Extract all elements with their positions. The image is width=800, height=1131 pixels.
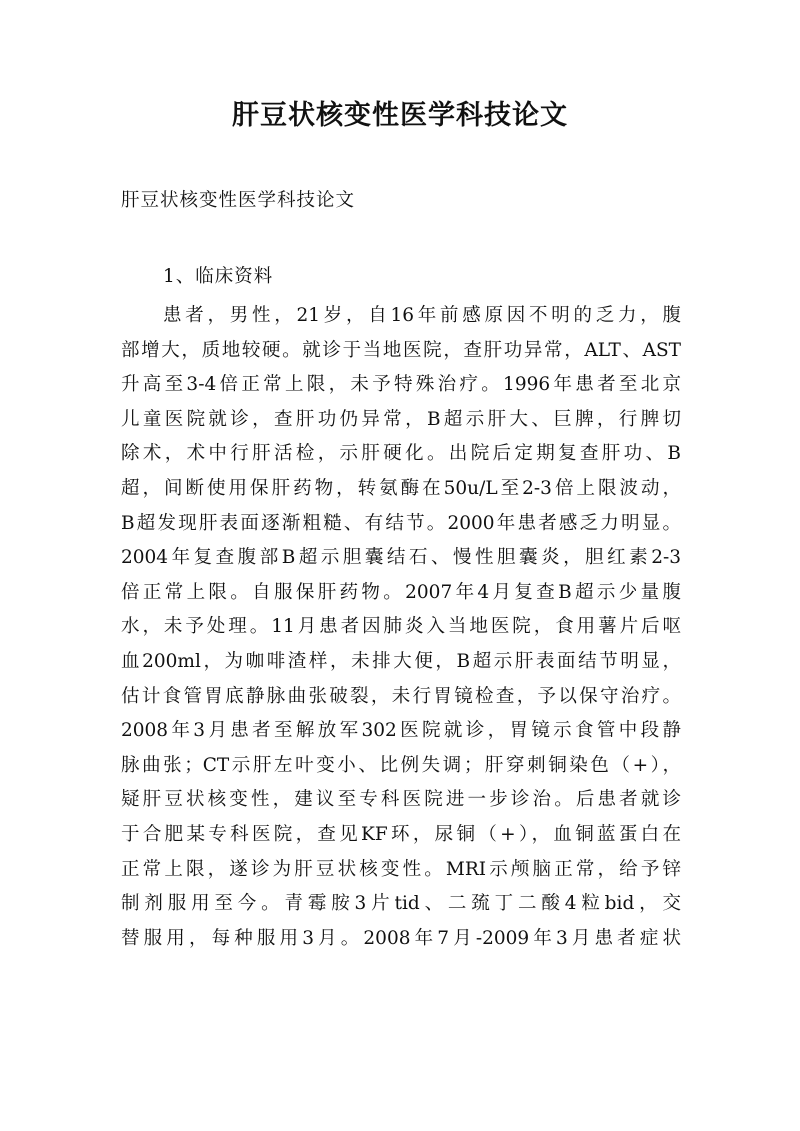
body-line: 倍正常上限。自服保肝药物。2007年4月复查B超示少量腹 bbox=[121, 581, 681, 603]
body-line: 升高至3-4倍正常上限，未予特殊治疗。1996年患者至北京 bbox=[121, 374, 681, 396]
body-line: 疑肝豆状核变性，建议至专科医院进一步诊治。后患者就诊 bbox=[121, 789, 681, 811]
section-heading: 1、临床资料 bbox=[163, 266, 274, 287]
body-line: 替服用，每种服用3月。2008年7月-2009年3月患者症状 bbox=[121, 927, 681, 949]
document-subtitle: 肝豆状核变性医学科技论文 bbox=[121, 190, 356, 211]
body-line: 2004年复查腹部B超示胆囊结石、慢性胆囊炎，胆红素2-3 bbox=[121, 547, 681, 569]
body-line: 脉曲张；CT示肝左叶变小、比例失调；肝穿刺铜染色（+）， bbox=[121, 754, 681, 776]
body-line: 超，间断使用保肝药物，转氨酶在50u/L至2-3倍上限波动， bbox=[121, 477, 681, 499]
body-line: B超发现肝表面逐渐粗糙、有结节。2000年患者感乏力明显。 bbox=[121, 512, 681, 534]
body-line: 儿童医院就诊，查肝功仍异常，B超示肝大、巨脾，行脾切 bbox=[121, 408, 681, 430]
body-line: 于合肥某专科医院，查见KF环，尿铜（+），血铜蓝蛋白在 bbox=[121, 823, 681, 845]
body-line: 估计食管胃底静脉曲张破裂，未行胃镜检查，予以保守治疗。 bbox=[121, 685, 681, 707]
body-line: 患者，男性，21岁，自16年前感原因不明的乏力，腹 bbox=[163, 305, 681, 326]
body-paragraph bbox=[121, 299, 681, 956]
body-line: 部增大，质地较硬。就诊于当地医院，查肝功异常，ALT、AST bbox=[121, 339, 681, 361]
body-line: 除术，术中行肝活检，示肝硬化。出院后定期复查肝功、B bbox=[121, 443, 681, 465]
body-line: 制剂服用至今。青霉胺3片tid、二巯丁二酸4粒bid，交 bbox=[121, 893, 681, 915]
body-line: 2008年3月患者至解放军302医院就诊，胃镜示食管中段静 bbox=[121, 720, 681, 742]
body-line: 血200ml，为咖啡渣样，未排大便，B超示肝表面结节明显， bbox=[121, 650, 681, 672]
body-line: 水，未予处理。11月患者因肺炎入当地医院，食用薯片后呕 bbox=[121, 616, 681, 638]
document-title: 肝豆状核变性医学科技论文 bbox=[232, 100, 568, 131]
body-line: 正常上限，遂诊为肝豆状核变性。MRI示颅脑正常，给予锌 bbox=[121, 858, 681, 880]
